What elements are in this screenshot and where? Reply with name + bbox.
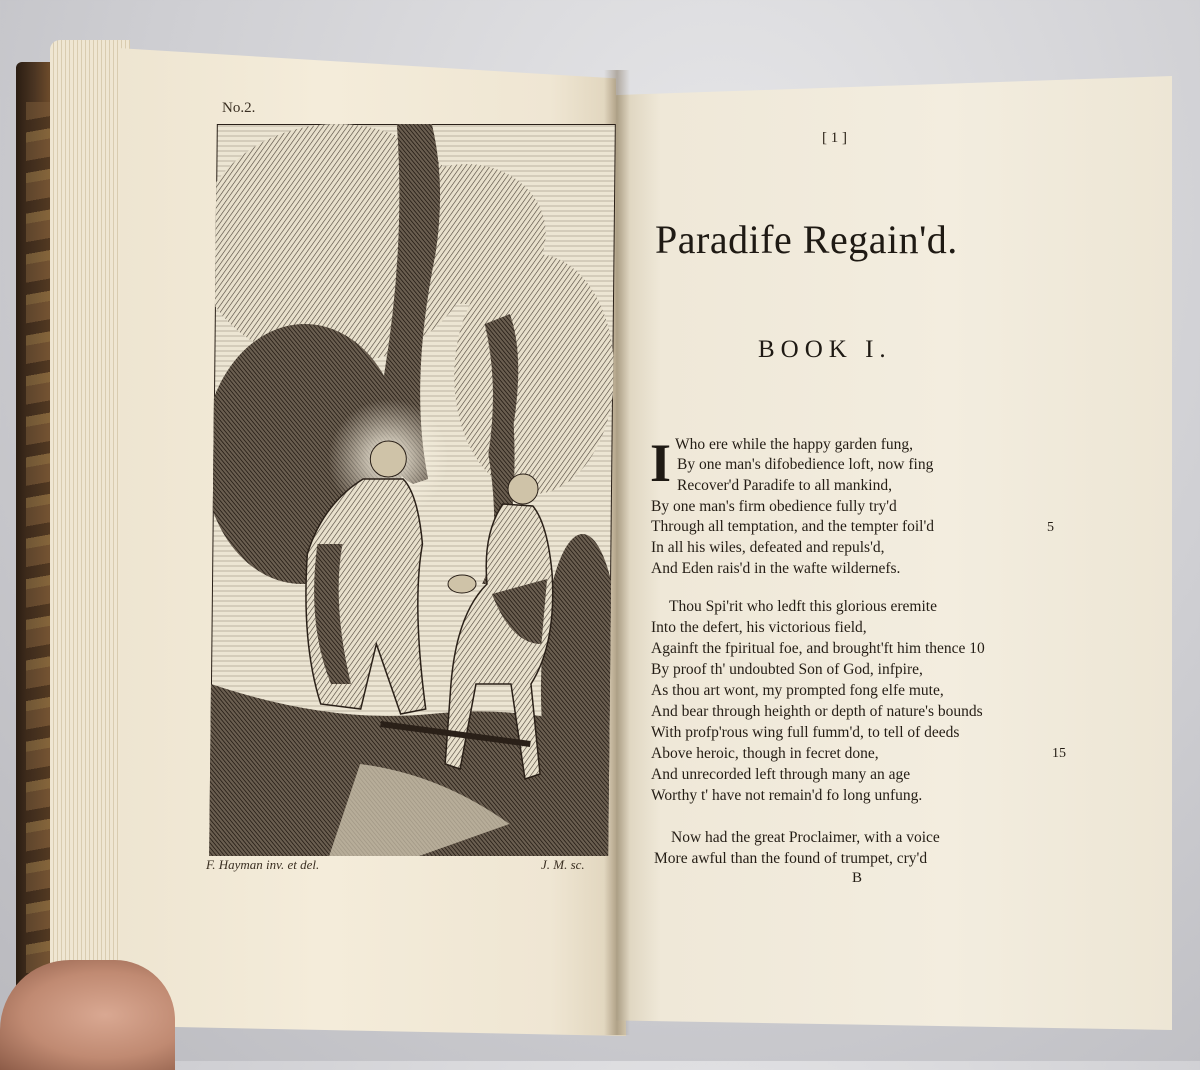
verse-line: Recover'd Paradife to all mankind, [677, 477, 892, 494]
engraving-credit-engraver: J. M. sc. [541, 857, 585, 872]
verse-line: By proof th' undoubted Son of God, infpire, [651, 661, 923, 678]
verse-line: Now had the great Proclaimer, with a voice [671, 829, 940, 846]
page-edges [50, 40, 130, 1025]
engraving-illustration [209, 124, 616, 856]
verse-line: By one man's difobedience loft, now fing [677, 456, 934, 473]
plate-number: No.2. [222, 100, 256, 116]
drop-cap: I [650, 433, 672, 493]
page-folio: [ 1 ] [822, 130, 847, 146]
verse-line: More awful than the found of trumpet, cry'd [654, 850, 928, 867]
verse-line: Againft the fpiritual foe, and brought'ft him thence 10 [651, 640, 985, 657]
poem-title: Paradife Regain'd. [655, 217, 958, 262]
verse-line: By one man's firm obedience fully try'd [651, 498, 897, 515]
verse-line: With profp'rous wing full fumm'd, to tell of deeds [651, 724, 960, 741]
line-number: 15 [1052, 746, 1066, 761]
verse-line: Into the defert, his victorious field, [651, 619, 867, 636]
verse-line: And bear through heighth or depth of nature's bounds [651, 703, 983, 720]
signature-mark: B [852, 870, 863, 886]
verse-line: And Eden rais'd in the wafte wildernefs. [651, 560, 901, 577]
holding-thumb [0, 960, 175, 1070]
verse-line: In all his wiles, defeated and repuls'd, [651, 539, 885, 556]
line-number: 5 [1047, 520, 1054, 535]
verse-line: As thou art wont, my prompted fong elfe mute, [651, 682, 944, 699]
verse-line: Thou Spi'rit who ledft this glorious eremite [669, 598, 937, 615]
book-heading: BOOK I. [758, 336, 892, 363]
engraving-credit-artist: F. Hayman inv. et del. [206, 857, 320, 872]
verse-line: And unrecorded left through many an age [651, 766, 911, 783]
verse-line: Who ere while the happy garden fung, [675, 436, 914, 453]
verse-line: Through all temptation, and the tempter foil'd [651, 518, 935, 535]
verse-line: Above heroic, though in fecret done, [651, 745, 879, 762]
verse-line: Worthy t' have not remain'd fo long unfung. [651, 787, 923, 804]
